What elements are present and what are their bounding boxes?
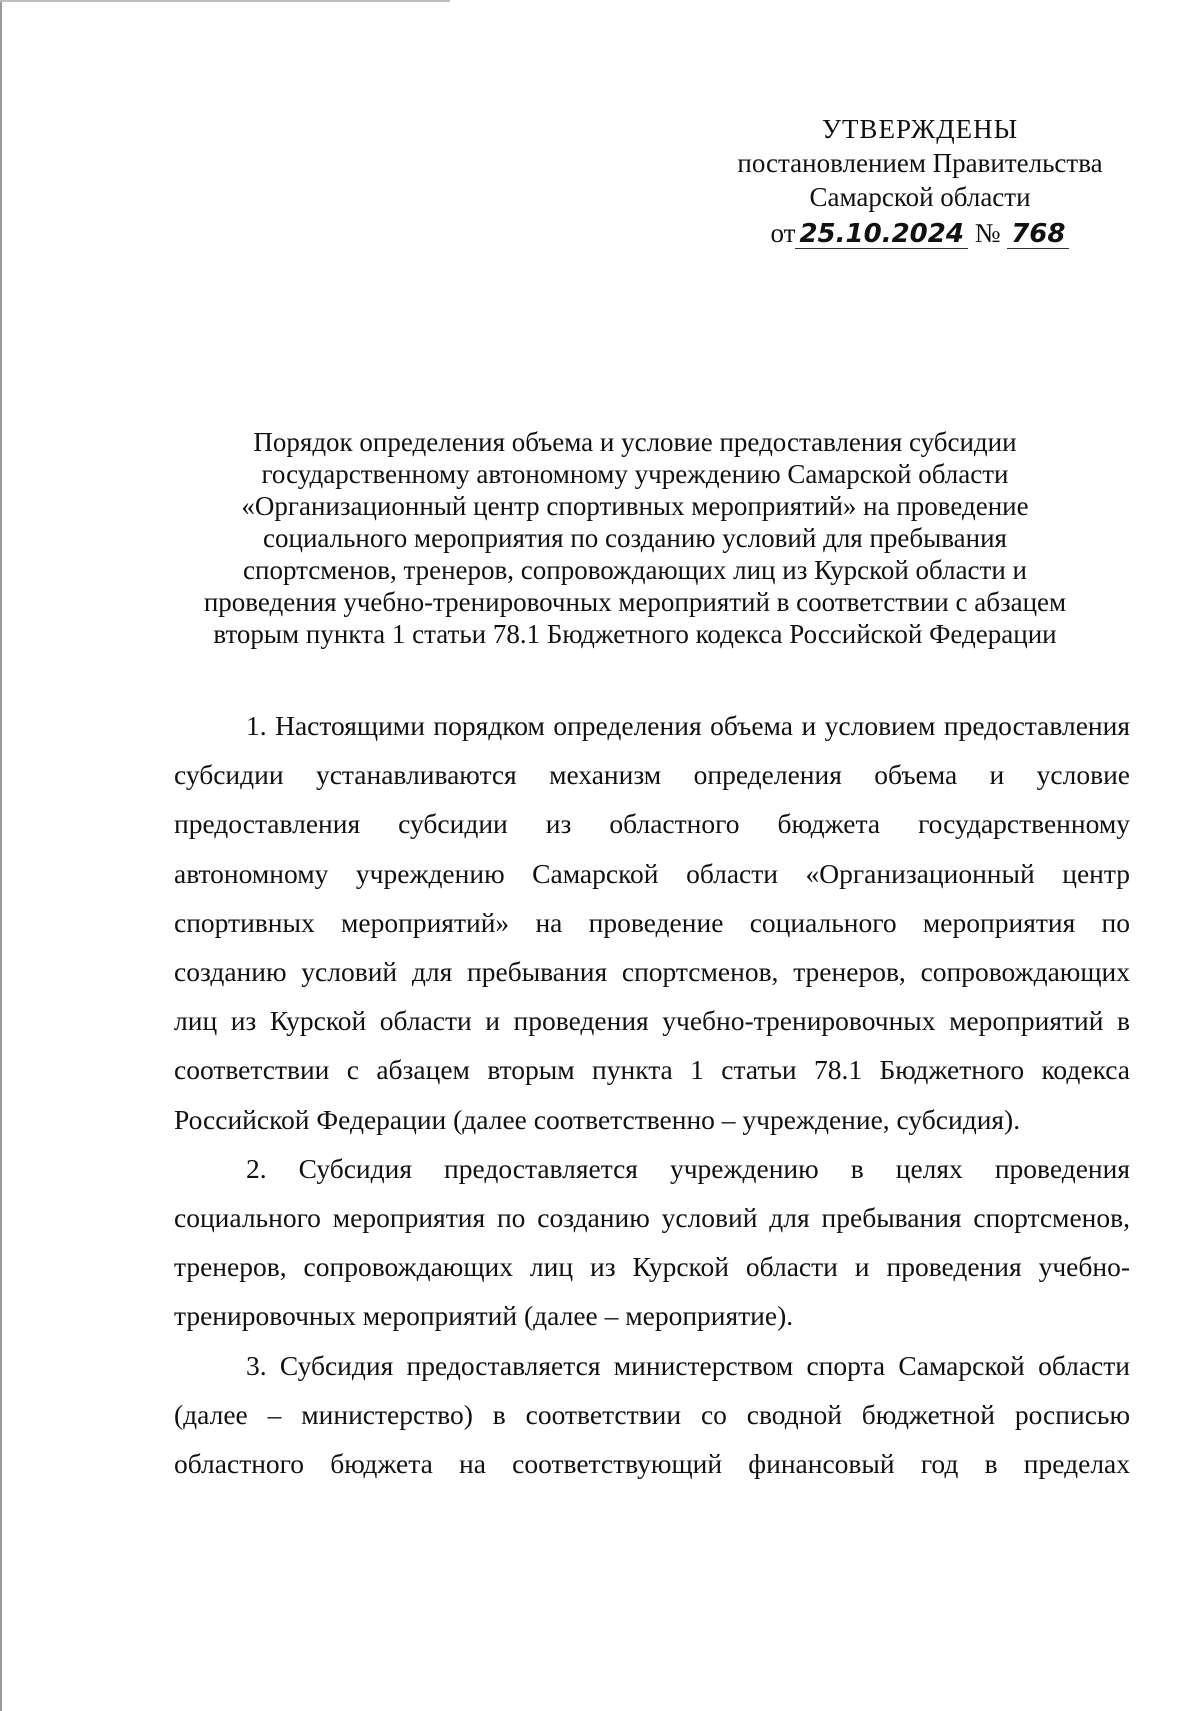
- approval-line-region: Самарской области: [809, 182, 1031, 212]
- handwritten-date: 25.10.2024: [795, 220, 967, 249]
- title-line: «Организационный центр спортивных мероприятий» на проведение: [241, 491, 1029, 521]
- handwritten-number: 768: [1007, 220, 1069, 249]
- document-body: [174, 701, 1130, 1488]
- title-line: вторым пункта 1 статьи 78.1 Бюджетного кодекса Российской Федерации: [213, 619, 1057, 649]
- number-prefix: №: [974, 218, 1001, 248]
- title-line: спортсменов, тренеров, сопровождающих лиц из Курской области и: [243, 555, 1027, 585]
- paragraph-1: 1. Настоящими порядком определения объема и условием предоставления субсидии устанавливаются механизм определения объема и условие предоставления субсидии из областного бюджета государственному автономному учреждению Самарской области «Организационный центр спортивных мероприятий» на проведение социального мероприятия по созданию условий для пребывания спортсменов, тренеров, сопровождающих лиц из Курской области и проведения учебно-тренировочных мероприятий в соответствии с абзацем вторым пункта 1 статьи 78.1 Бюджетного кодекса Российской Федерации (далее соответственно – учреждение, субсидия).: [174, 710, 1130, 1135]
- title-line: проведения учебно-тренировочных мероприятий в соответствии с абзацем: [203, 587, 1067, 617]
- approval-line-resolution: постановлением Правительства: [737, 148, 1103, 178]
- scan-edge-left: [0, 0, 2, 1711]
- paragraph-2: 2. Субсидия предоставляется учреждению в целях проведения социального мероприятия по созданию условий для пребывания спортсменов, тренеров, сопровождающих лиц из Курской области и проведения учебно-тренировочных мероприятий (далее – мероприятие).: [174, 1152, 1130, 1332]
- approval-date-line: [700, 216, 1140, 250]
- scan-edge-top: [0, 0, 450, 2]
- title-line: социального мероприятия по созданию условий для пребывания: [263, 523, 1007, 553]
- title-line: государственному автономному учреждению Самарской области: [261, 459, 1009, 489]
- approval-title: УТВЕРЖДЕНЫ: [821, 114, 1019, 144]
- approval-stamp-block: [700, 112, 1140, 250]
- date-prefix: от: [770, 218, 796, 248]
- paragraph-3: 3. Субсидия предоставляется министерством спорта Самарской области (далее – министерство) в соответствии со сводной бюджетной росписью областного бюджета на соответствующий финансовый год в пределах: [174, 1349, 1130, 1480]
- document-title: [170, 426, 1100, 650]
- title-line: Порядок определения объема и условие предоставления субсидии: [253, 427, 1017, 457]
